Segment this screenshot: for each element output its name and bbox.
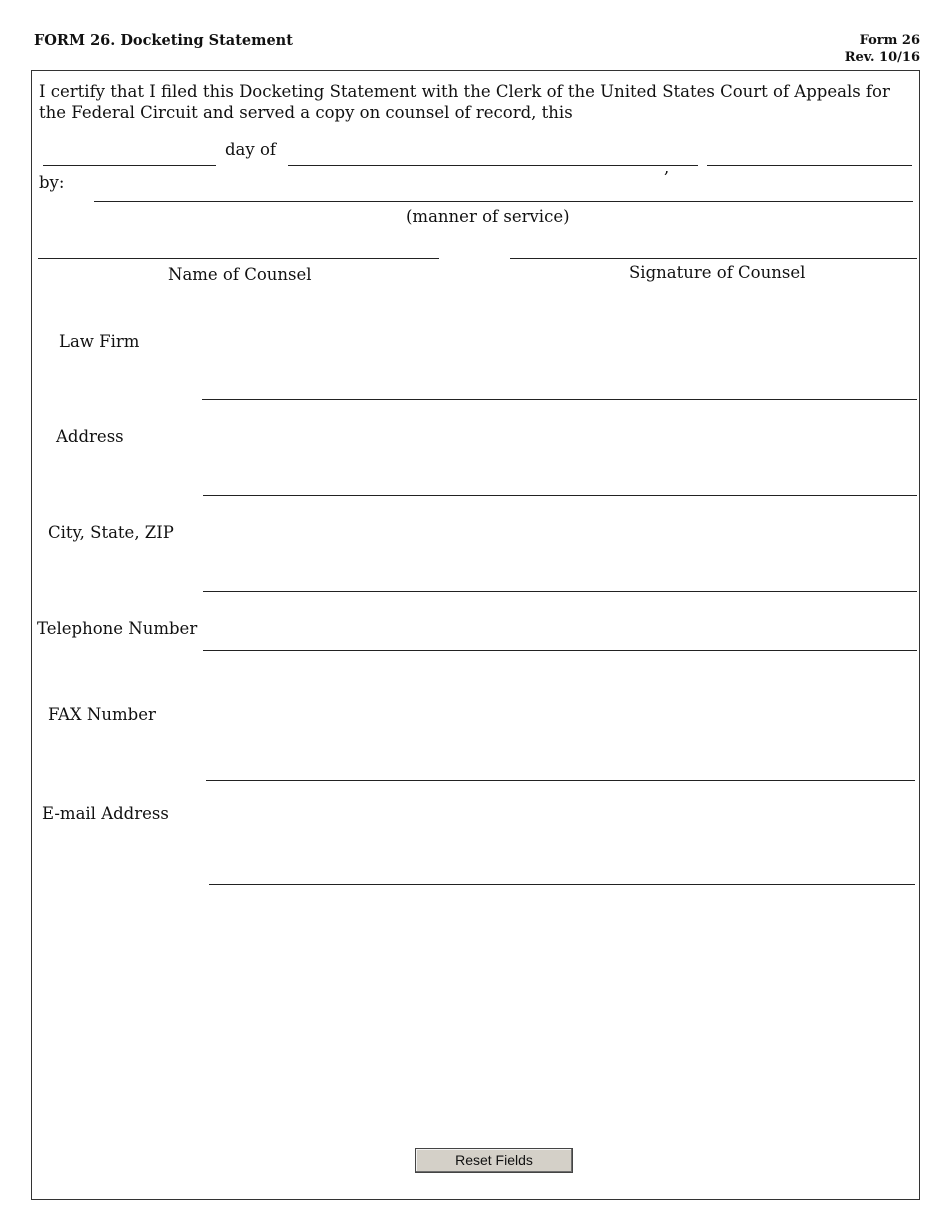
- reset-fields-button[interactable]: Reset Fields: [415, 1148, 573, 1173]
- email-underline: [209, 884, 915, 885]
- form-number-block: [845, 32, 920, 66]
- law-firm-underline: [202, 399, 917, 400]
- city-state-zip-underline: [203, 591, 917, 592]
- telephone-underline: [203, 650, 917, 651]
- certification-statement: I certify that I filed this Docketing Statement with the Clerk of the United States Court of Appeals for the Federal Circuit and served a copy on counsel of record, this: [39, 82, 890, 122]
- address-field[interactable]: [203, 473, 921, 495]
- day-of-label: day of: [225, 140, 277, 159]
- form-revision: Rev. 10/16: [844, 50, 920, 65]
- city-state-zip-field[interactable]: [203, 569, 921, 591]
- month-field[interactable]: [288, 143, 702, 165]
- counsel-signature-field[interactable]: [510, 236, 921, 258]
- address-underline: [203, 495, 917, 496]
- email-field[interactable]: [209, 862, 919, 884]
- counsel-name-underline: [38, 258, 439, 259]
- form-number: Form 26: [859, 33, 920, 48]
- city-state-zip-label: City, State, ZIP: [48, 523, 174, 542]
- day-field[interactable]: [43, 143, 220, 165]
- form-title: FORM 26. Docketing Statement: [34, 32, 293, 49]
- month-field-underline: [288, 165, 698, 166]
- counsel-signature-underline: [510, 258, 917, 259]
- counsel-signature-label: Signature of Counsel: [629, 263, 806, 282]
- telephone-field[interactable]: [203, 628, 921, 650]
- law-firm-label: Law Firm: [59, 332, 140, 351]
- manner-of-service-field[interactable]: [94, 179, 917, 201]
- law-firm-field[interactable]: [202, 377, 921, 399]
- manner-of-service-caption: (manner of service): [406, 207, 570, 226]
- telephone-label: Telephone Number: [37, 619, 198, 638]
- email-label: E-mail Address: [42, 804, 169, 823]
- address-label: Address: [56, 427, 124, 446]
- date-comma: ,: [664, 158, 670, 177]
- year-field-underline: [707, 165, 912, 166]
- by-label: by:: [39, 173, 65, 192]
- fax-underline: [206, 780, 915, 781]
- manner-of-service-underline: [94, 201, 913, 202]
- fax-label: FAX Number: [48, 705, 156, 724]
- counsel-name-field[interactable]: [38, 236, 443, 258]
- fax-field[interactable]: [206, 758, 919, 780]
- day-field-underline: [43, 165, 216, 166]
- counsel-name-label: Name of Counsel: [168, 265, 312, 284]
- year-field[interactable]: [707, 143, 916, 165]
